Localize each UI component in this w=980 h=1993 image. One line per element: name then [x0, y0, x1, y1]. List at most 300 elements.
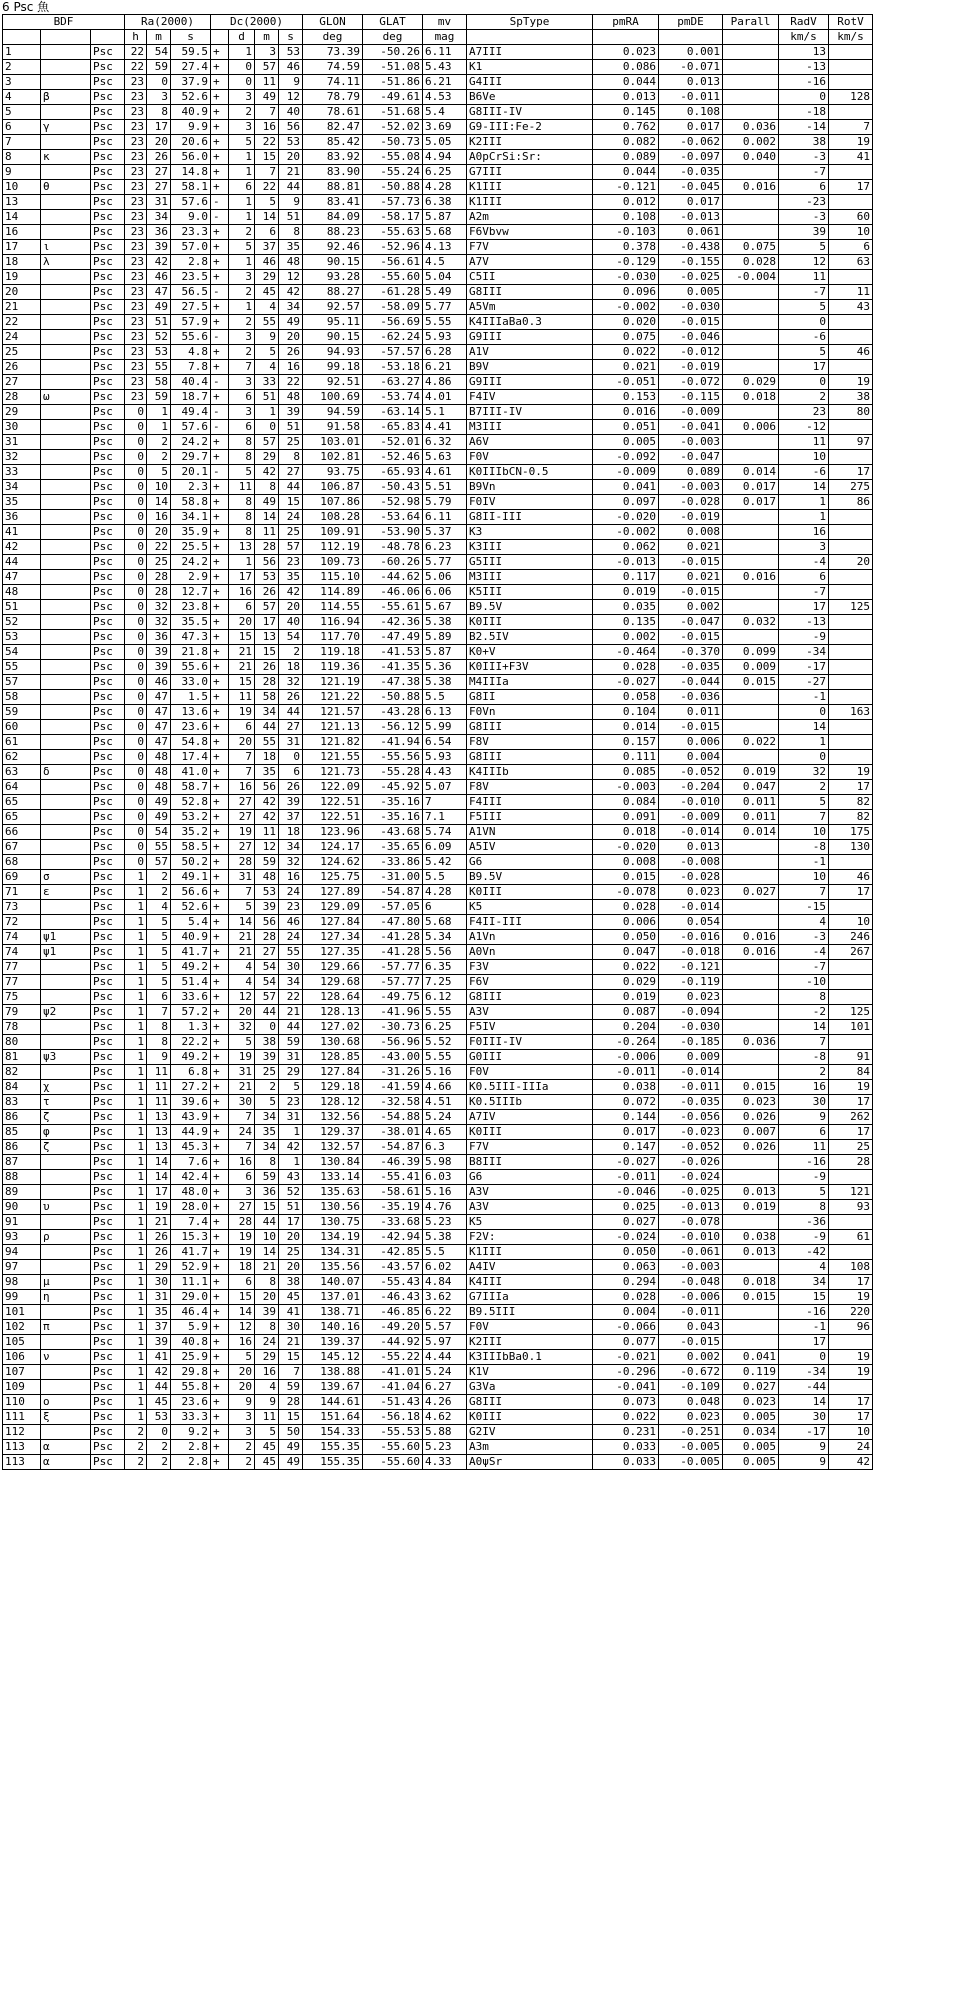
ra-m-cell: 5 — [147, 465, 171, 480]
pmde-cell: -0.028 — [659, 495, 723, 510]
pmde-cell: -0.011 — [659, 1305, 723, 1320]
rotv-cell: 19 — [829, 1290, 873, 1305]
constellation-cell: Psc — [91, 1155, 125, 1170]
dc-sign-cell: + — [211, 1215, 229, 1230]
dc-s-cell: 25 — [279, 525, 303, 540]
sptype-cell: G9III — [467, 375, 593, 390]
pmde-cell: -0.012 — [659, 345, 723, 360]
dc-s-cell: 48 — [279, 390, 303, 405]
radv-cell: -14 — [779, 120, 829, 135]
ra-s-cell: 15.3 — [171, 1230, 211, 1245]
ra-h-cell: 1 — [125, 1110, 147, 1125]
radv-cell: 11 — [779, 270, 829, 285]
constellation-cell: Psc — [91, 795, 125, 810]
pmde-cell: -0.028 — [659, 870, 723, 885]
glon-cell: 127.34 — [303, 930, 363, 945]
radv-cell: -7 — [779, 165, 829, 180]
constellation-cell: Psc — [91, 1395, 125, 1410]
dc-s-cell: 7 — [279, 1365, 303, 1380]
dc-s-cell: 50 — [279, 1425, 303, 1440]
header-empty — [659, 30, 723, 45]
glat-cell: -50.26 — [363, 45, 423, 60]
glat-cell: -57.73 — [363, 195, 423, 210]
dc-sign-cell: + — [211, 480, 229, 495]
pmde-cell: -0.119 — [659, 975, 723, 990]
dc-d-cell: 21 — [229, 645, 255, 660]
glat-cell: -56.12 — [363, 720, 423, 735]
dc-s-cell: 31 — [279, 1050, 303, 1065]
bdf-num-cell: 113 — [3, 1440, 41, 1455]
ra-s-cell: 4.8 — [171, 345, 211, 360]
pmra-cell: 0.019 — [593, 990, 659, 1005]
rotv-cell — [829, 990, 873, 1005]
dc-m-cell: 56 — [255, 555, 279, 570]
mv-cell: 4.28 — [423, 885, 467, 900]
sptype-cell: K5 — [467, 900, 593, 915]
dc-s-cell: 24 — [279, 885, 303, 900]
constellation-cell: Psc — [91, 255, 125, 270]
dc-s-cell: 30 — [279, 1320, 303, 1335]
constellation-cell: Psc — [91, 615, 125, 630]
dc-s-cell: 22 — [279, 375, 303, 390]
glon-cell: 88.23 — [303, 225, 363, 240]
glat-cell: -41.96 — [363, 1005, 423, 1020]
sptype-cell: K2III — [467, 1335, 593, 1350]
mv-cell: 5.07 — [423, 780, 467, 795]
bdf-num-cell: 107 — [3, 1365, 41, 1380]
greek-cell — [41, 1155, 91, 1170]
ra-s-cell: 57.0 — [171, 240, 211, 255]
parall-cell — [723, 105, 779, 120]
mv-cell: 5.52 — [423, 1035, 467, 1050]
parall-cell — [723, 690, 779, 705]
rotv-cell: 19 — [829, 1080, 873, 1095]
dc-m-cell: 56 — [255, 780, 279, 795]
bdf-num-cell: 25 — [3, 345, 41, 360]
bdf-num-cell: 58 — [3, 690, 41, 705]
pmra-cell: 0.096 — [593, 285, 659, 300]
ra-h-cell: 1 — [125, 1050, 147, 1065]
dc-s-cell: 31 — [279, 1110, 303, 1125]
greek-cell: ψ2 — [41, 1005, 91, 1020]
ra-s-cell: 49.1 — [171, 870, 211, 885]
dc-sign-cell: + — [211, 180, 229, 195]
pmra-cell: 0.231 — [593, 1425, 659, 1440]
constellation-cell: Psc — [91, 300, 125, 315]
dc-sign-cell: + — [211, 630, 229, 645]
greek-cell — [41, 1365, 91, 1380]
glon-cell: 124.62 — [303, 855, 363, 870]
mv-cell: 6.22 — [423, 1305, 467, 1320]
greek-cell — [41, 855, 91, 870]
greek-cell: χ — [41, 1080, 91, 1095]
mv-cell: 5.68 — [423, 225, 467, 240]
rotv-cell: 11 — [829, 285, 873, 300]
bdf-num-cell: 35 — [3, 495, 41, 510]
pmde-cell: -0.061 — [659, 1245, 723, 1260]
glat-cell: -57.77 — [363, 975, 423, 990]
rotv-cell: 41 — [829, 150, 873, 165]
ra-h-cell: 2 — [125, 1425, 147, 1440]
dc-d-cell: 6 — [229, 1275, 255, 1290]
radv-cell: 11 — [779, 1140, 829, 1155]
dc-d-cell: 3 — [229, 90, 255, 105]
dc-sign-cell: + — [211, 1320, 229, 1335]
ra-s-cell: 47.3 — [171, 630, 211, 645]
parall-cell — [723, 900, 779, 915]
ra-h-cell: 23 — [125, 195, 147, 210]
pmde-cell: -0.015 — [659, 555, 723, 570]
ra-m-cell: 26 — [147, 1230, 171, 1245]
glon-cell: 90.15 — [303, 255, 363, 270]
glat-cell: -56.61 — [363, 255, 423, 270]
ra-s-cell: 54.8 — [171, 735, 211, 750]
dc-s-cell: 53 — [279, 135, 303, 150]
table-row — [3, 1065, 873, 1080]
glat-cell: -47.49 — [363, 630, 423, 645]
ra-h-cell: 0 — [125, 570, 147, 585]
dc-s-cell: 35 — [279, 570, 303, 585]
ra-m-cell: 9 — [147, 1050, 171, 1065]
glon-cell: 99.18 — [303, 360, 363, 375]
radv-cell: 16 — [779, 525, 829, 540]
dc-d-cell: 27 — [229, 1200, 255, 1215]
dc-m-cell: 21 — [255, 1260, 279, 1275]
ra-s-cell: 1.3 — [171, 1020, 211, 1035]
pmra-cell: -0.003 — [593, 780, 659, 795]
ra-m-cell: 48 — [147, 765, 171, 780]
glat-cell: -54.87 — [363, 885, 423, 900]
bdf-num-cell: 63 — [3, 765, 41, 780]
pmra-cell: 0.050 — [593, 1245, 659, 1260]
dc-s-cell: 26 — [279, 780, 303, 795]
glon-cell: 129.68 — [303, 975, 363, 990]
constellation-cell: Psc — [91, 1200, 125, 1215]
glon-cell: 130.68 — [303, 1035, 363, 1050]
ra-s-cell: 50.2 — [171, 855, 211, 870]
rotv-cell: 108 — [829, 1260, 873, 1275]
glat-cell: -52.96 — [363, 240, 423, 255]
glat-cell: -55.60 — [363, 1440, 423, 1455]
sptype-cell: F0IV — [467, 495, 593, 510]
ra-h-cell: 0 — [125, 405, 147, 420]
sptype-cell: K0III — [467, 885, 593, 900]
parall-cell: 0.015 — [723, 1080, 779, 1095]
bdf-num-cell: 106 — [3, 1350, 41, 1365]
greek-cell — [41, 1185, 91, 1200]
glat-cell: -44.92 — [363, 1335, 423, 1350]
pmra-cell: 0.022 — [593, 1410, 659, 1425]
pmra-cell: 0.111 — [593, 750, 659, 765]
pmra-cell: 0.762 — [593, 120, 659, 135]
greek-cell — [41, 660, 91, 675]
dc-sign-cell: + — [211, 1365, 229, 1380]
glat-cell: -55.24 — [363, 165, 423, 180]
glat-cell: -50.73 — [363, 135, 423, 150]
pmde-cell: -0.006 — [659, 1290, 723, 1305]
mv-cell: 5.68 — [423, 915, 467, 930]
sptype-cell: G4III — [467, 75, 593, 90]
glat-cell: -56.69 — [363, 315, 423, 330]
mv-cell: 5.63 — [423, 450, 467, 465]
mv-cell: 6 — [423, 900, 467, 915]
radv-cell: 14 — [779, 720, 829, 735]
dc-s-cell: 34 — [279, 975, 303, 990]
radv-cell: 0 — [779, 90, 829, 105]
bdf-num-cell: 112 — [3, 1425, 41, 1440]
ra-h-cell: 1 — [125, 1080, 147, 1095]
glat-cell: -35.16 — [363, 810, 423, 825]
dc-m-cell: 53 — [255, 885, 279, 900]
ra-m-cell: 39 — [147, 645, 171, 660]
mv-cell: 6.12 — [423, 990, 467, 1005]
glon-cell: 122.51 — [303, 810, 363, 825]
pmde-cell: -0.005 — [659, 1455, 723, 1470]
ra-m-cell: 29 — [147, 1260, 171, 1275]
mv-cell: 5.67 — [423, 600, 467, 615]
sptype-cell: B2.5IV — [467, 630, 593, 645]
pmra-cell: -0.002 — [593, 525, 659, 540]
ra-h-cell: 0 — [125, 855, 147, 870]
dc-s-cell: 56 — [279, 120, 303, 135]
dc-sign-cell: + — [211, 1425, 229, 1440]
table-row — [3, 1455, 873, 1470]
ra-m-cell: 39 — [147, 1335, 171, 1350]
bdf-num-cell: 54 — [3, 645, 41, 660]
mv-cell: 7 — [423, 795, 467, 810]
bdf-num-cell: 68 — [3, 855, 41, 870]
glon-cell: 139.67 — [303, 1380, 363, 1395]
glat-cell: -65.93 — [363, 465, 423, 480]
dc-s-cell: 23 — [279, 900, 303, 915]
pmra-cell: 0.021 — [593, 360, 659, 375]
ra-m-cell: 53 — [147, 1410, 171, 1425]
dc-d-cell: 30 — [229, 1095, 255, 1110]
rotv-cell: 19 — [829, 1350, 873, 1365]
pmra-cell: 0.028 — [593, 900, 659, 915]
dc-s-cell: 59 — [279, 1380, 303, 1395]
sptype-cell: F4IV — [467, 390, 593, 405]
ra-m-cell: 44 — [147, 1380, 171, 1395]
dc-s-cell: 20 — [279, 1230, 303, 1245]
ra-m-cell: 26 — [147, 150, 171, 165]
dc-s-cell: 44 — [279, 180, 303, 195]
constellation-cell: Psc — [91, 750, 125, 765]
glon-cell: 138.71 — [303, 1305, 363, 1320]
parall-cell — [723, 1065, 779, 1080]
pmde-cell: -0.009 — [659, 405, 723, 420]
pmra-cell: 0.204 — [593, 1020, 659, 1035]
ra-m-cell: 1 — [147, 405, 171, 420]
dc-sign-cell: + — [211, 435, 229, 450]
dc-m-cell: 39 — [255, 1050, 279, 1065]
ra-m-cell: 8 — [147, 1035, 171, 1050]
constellation-cell: Psc — [91, 1275, 125, 1290]
header-empty — [593, 30, 659, 45]
ra-s-cell: 58.1 — [171, 180, 211, 195]
pmra-cell: 0.028 — [593, 660, 659, 675]
ra-s-cell: 49.2 — [171, 1050, 211, 1065]
rotv-cell: 19 — [829, 375, 873, 390]
table-row — [3, 300, 873, 315]
ra-s-cell: 57.9 — [171, 315, 211, 330]
parall-cell: 0.005 — [723, 1410, 779, 1425]
parall-cell — [723, 195, 779, 210]
ra-h-cell: 23 — [125, 390, 147, 405]
glon-cell: 74.59 — [303, 60, 363, 75]
glat-cell: -56.96 — [363, 1035, 423, 1050]
mv-cell: 5.55 — [423, 315, 467, 330]
mv-cell: 5.5 — [423, 870, 467, 885]
glat-cell: -44.62 — [363, 570, 423, 585]
dc-m-cell: 44 — [255, 720, 279, 735]
dc-m-cell: 5 — [255, 345, 279, 360]
table-row — [3, 480, 873, 495]
table-row — [3, 360, 873, 375]
constellation-cell: Psc — [91, 945, 125, 960]
parall-cell — [723, 540, 779, 555]
dc-d-cell: 8 — [229, 450, 255, 465]
ra-s-cell: 52.6 — [171, 90, 211, 105]
constellation-cell: Psc — [91, 1215, 125, 1230]
rotv-cell: 63 — [829, 255, 873, 270]
dc-m-cell: 36 — [255, 1185, 279, 1200]
table-row — [3, 150, 873, 165]
radv-cell: -8 — [779, 840, 829, 855]
dc-d-cell: 6 — [229, 1170, 255, 1185]
ra-s-cell: 24.2 — [171, 555, 211, 570]
pmra-cell: -0.296 — [593, 1365, 659, 1380]
ra-m-cell: 47 — [147, 285, 171, 300]
constellation-cell: Psc — [91, 1350, 125, 1365]
rotv-cell — [829, 1335, 873, 1350]
glat-cell: -51.86 — [363, 75, 423, 90]
pmde-cell: -0.056 — [659, 1110, 723, 1125]
header-radv-unit: km/s — [779, 30, 829, 45]
pmde-cell: 0.001 — [659, 45, 723, 60]
ra-s-cell: 23.5 — [171, 270, 211, 285]
dc-s-cell: 5 — [279, 1080, 303, 1095]
dc-m-cell: 34 — [255, 1140, 279, 1155]
sptype-cell: A3V — [467, 1005, 593, 1020]
ra-h-cell: 1 — [125, 1365, 147, 1380]
ra-m-cell: 58 — [147, 375, 171, 390]
ra-h-cell: 1 — [125, 1335, 147, 1350]
mv-cell: 5.38 — [423, 675, 467, 690]
mv-cell: 6.21 — [423, 75, 467, 90]
bdf-num-cell: 86 — [3, 1140, 41, 1155]
pmde-cell: 0.108 — [659, 105, 723, 120]
bdf-num-cell: 20 — [3, 285, 41, 300]
radv-cell: -16 — [779, 1305, 829, 1320]
pmra-cell: 0.023 — [593, 45, 659, 60]
dc-d-cell: 8 — [229, 510, 255, 525]
glon-cell: 88.81 — [303, 180, 363, 195]
dc-s-cell: 1 — [279, 1155, 303, 1170]
constellation-cell: Psc — [91, 480, 125, 495]
table-row — [3, 1155, 873, 1170]
radv-cell: 6 — [779, 1125, 829, 1140]
mv-cell: 5.87 — [423, 645, 467, 660]
table-row — [3, 210, 873, 225]
rotv-cell — [829, 1035, 873, 1050]
ra-s-cell: 57.6 — [171, 420, 211, 435]
ra-s-cell: 29.8 — [171, 1365, 211, 1380]
pmde-cell: -0.008 — [659, 855, 723, 870]
glat-cell: -61.28 — [363, 285, 423, 300]
greek-cell — [41, 1425, 91, 1440]
ra-s-cell: 40.9 — [171, 930, 211, 945]
greek-cell: ψ1 — [41, 930, 91, 945]
glon-cell: 123.96 — [303, 825, 363, 840]
glon-cell: 140.07 — [303, 1275, 363, 1290]
table-row — [3, 1005, 873, 1020]
table-row — [3, 1245, 873, 1260]
mv-cell: 3.62 — [423, 1290, 467, 1305]
sptype-cell: A5Vm — [467, 300, 593, 315]
sptype-cell: G7III — [467, 165, 593, 180]
mv-cell: 5.16 — [423, 1065, 467, 1080]
pmde-cell: -0.016 — [659, 930, 723, 945]
constellation-cell: Psc — [91, 630, 125, 645]
sptype-cell: A3V — [467, 1200, 593, 1215]
glat-cell: -42.94 — [363, 1230, 423, 1245]
rotv-cell — [829, 630, 873, 645]
ra-m-cell: 59 — [147, 60, 171, 75]
ra-h-cell: 0 — [125, 765, 147, 780]
dc-sign-cell: + — [211, 585, 229, 600]
glon-cell: 127.84 — [303, 915, 363, 930]
dc-d-cell: 21 — [229, 945, 255, 960]
constellation-cell: Psc — [91, 225, 125, 240]
greek-cell: ψ1 — [41, 945, 91, 960]
bdf-num-cell: 52 — [3, 615, 41, 630]
bdf-num-cell: 14 — [3, 210, 41, 225]
radv-cell: -36 — [779, 1215, 829, 1230]
dc-s-cell: 17 — [279, 1215, 303, 1230]
table-row — [3, 225, 873, 240]
radv-cell: -42 — [779, 1245, 829, 1260]
dc-d-cell: 5 — [229, 1035, 255, 1050]
radv-cell: -16 — [779, 1155, 829, 1170]
mv-cell: 3.69 — [423, 120, 467, 135]
glon-cell: 134.31 — [303, 1245, 363, 1260]
bdf-num-cell: 4 — [3, 90, 41, 105]
radv-cell: -16 — [779, 75, 829, 90]
dc-d-cell: 2 — [229, 1455, 255, 1470]
radv-cell: -4 — [779, 555, 829, 570]
glat-cell: -38.01 — [363, 1125, 423, 1140]
greek-cell — [41, 75, 91, 90]
bdf-num-cell: 86 — [3, 1110, 41, 1125]
pmde-cell: -0.035 — [659, 660, 723, 675]
pmra-cell: 0.004 — [593, 1305, 659, 1320]
mv-cell: 5.38 — [423, 615, 467, 630]
dc-d-cell: 4 — [229, 975, 255, 990]
sptype-cell: F4III — [467, 795, 593, 810]
dc-m-cell: 15 — [255, 1200, 279, 1215]
table-row — [3, 795, 873, 810]
glon-cell: 128.13 — [303, 1005, 363, 1020]
ra-m-cell: 32 — [147, 615, 171, 630]
bdf-num-cell: 8 — [3, 150, 41, 165]
sptype-cell: K0III — [467, 1410, 593, 1425]
constellation-cell: Psc — [91, 1005, 125, 1020]
dc-s-cell: 22 — [279, 990, 303, 1005]
greek-cell — [41, 1020, 91, 1035]
sptype-cell: K2III — [467, 135, 593, 150]
sptype-cell: G9-III:Fe-2 — [467, 120, 593, 135]
